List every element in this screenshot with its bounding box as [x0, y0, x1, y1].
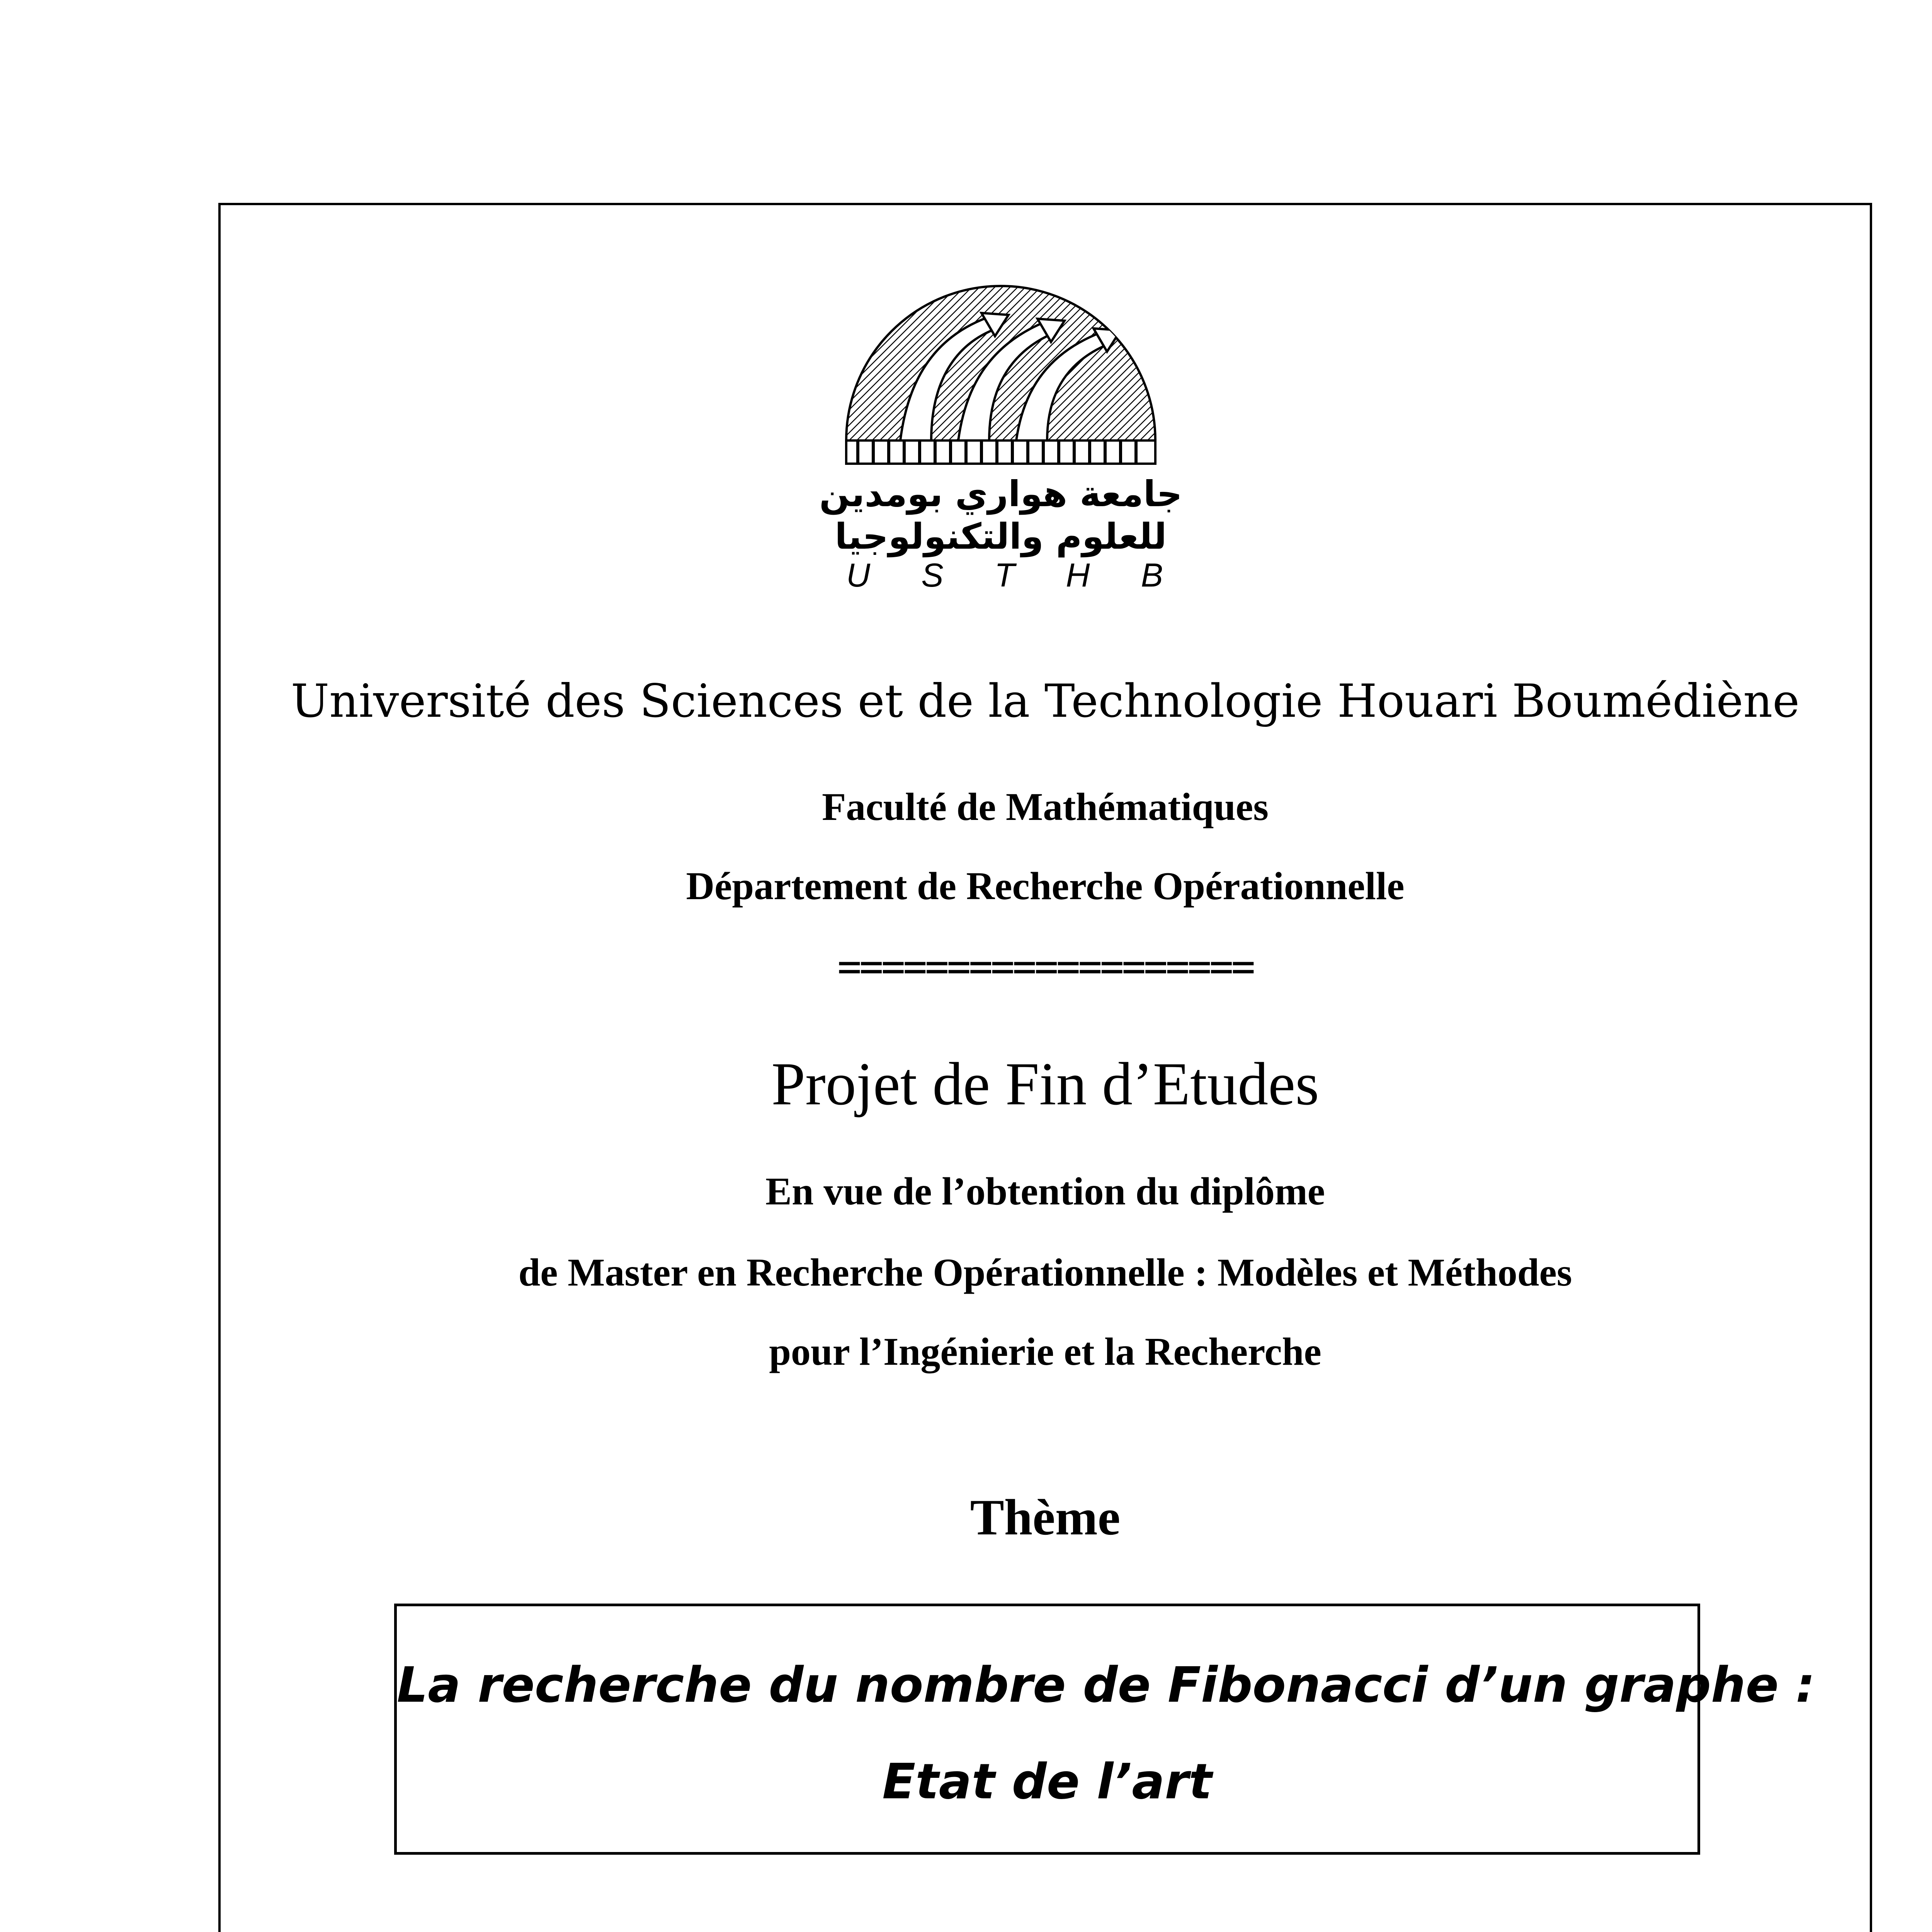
- logo-latin-text: [846, 556, 1163, 595]
- logo-letter: T: [994, 557, 1015, 594]
- theme-label: Thème: [970, 1489, 1121, 1546]
- university-name: Université des Sciences et de la Technologie Houari Boumédiène: [291, 674, 1800, 728]
- diploma-line-2: de Master en Recherche Opérationnelle : Modèles et Méthodes: [518, 1251, 1572, 1294]
- logo-letter: U: [846, 557, 871, 594]
- logo-arabic-line-2: للعلوم والتكنولوجيا: [835, 516, 1167, 557]
- thesis-title-box: [394, 1604, 1815, 1855]
- thesis-title-line-2: Etat de l’art: [882, 1753, 1212, 1810]
- diploma-line-1: En vue de l’obtention du diplôme: [765, 1170, 1325, 1213]
- faculty-name: Faculté de Mathématiques: [822, 785, 1269, 829]
- department-name: Département de Recherche Opérationnelle: [686, 864, 1405, 908]
- usthb-logo: [819, 278, 1182, 595]
- project-title: Projet de Fin d’Etudes: [771, 1050, 1319, 1118]
- logo-letter: S: [921, 557, 944, 594]
- separator-line: ===================: [837, 943, 1253, 990]
- logo-letter: B: [1141, 557, 1163, 594]
- thesis-title-line-1: La recherche du nombre de Fibonacci d’un graphe :: [397, 1656, 1815, 1713]
- logo-arabic-line-1: جامعة هواري بومدين: [819, 473, 1182, 515]
- diploma-line-3: pour l’Ingénierie et la Recherche: [769, 1330, 1321, 1374]
- logo-letter: H: [1066, 557, 1090, 594]
